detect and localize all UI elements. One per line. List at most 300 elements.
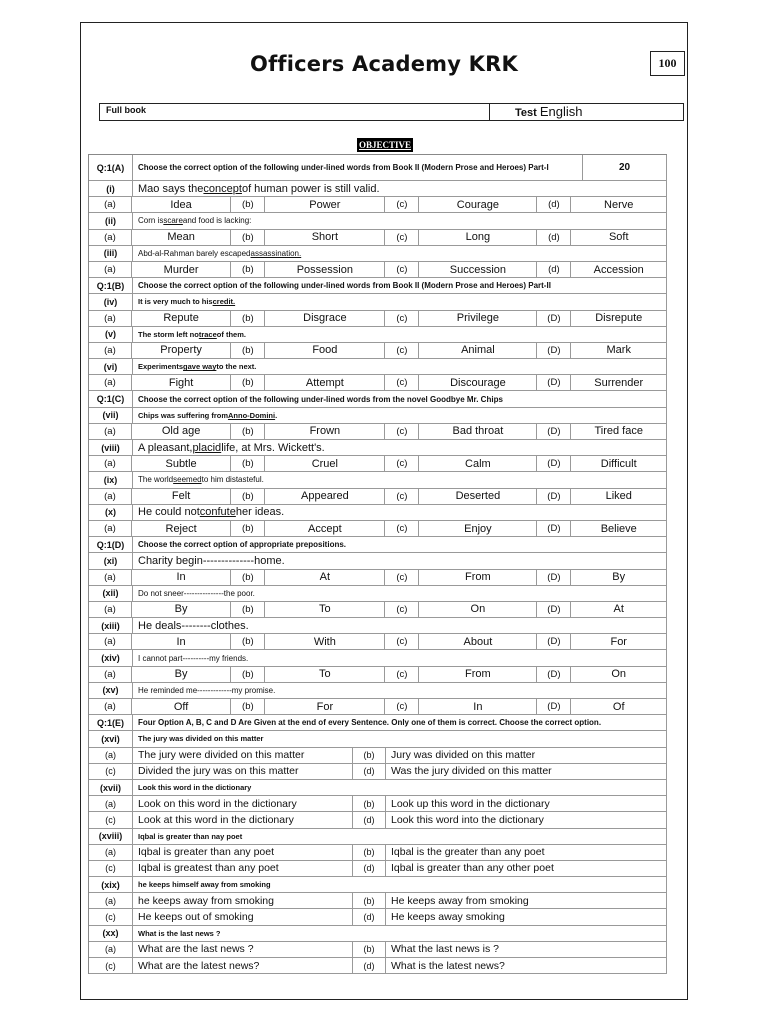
section-header-row <box>89 537 667 553</box>
option-b: Disgrace <box>265 311 385 326</box>
option-b: Food <box>265 343 385 358</box>
section-header-row <box>89 278 667 294</box>
option-label: (a) <box>89 796 133 811</box>
underlined-word: seemed <box>173 475 202 485</box>
option-a: Felt <box>132 489 231 504</box>
options-row <box>89 958 667 974</box>
question-row <box>89 181 667 197</box>
section-number: Q:1(E) <box>89 715 133 730</box>
option-c-label: (c) <box>385 424 419 439</box>
option-c-label: (c) <box>385 602 419 617</box>
option-label: (c) <box>89 861 133 876</box>
option-c-label: (c) <box>385 343 419 358</box>
question-row <box>89 877 667 893</box>
option-c-label: (c) <box>385 262 419 277</box>
underlined-word: gave way <box>183 362 217 372</box>
section-number: Q:1(C) <box>89 391 133 406</box>
question-row <box>89 829 667 845</box>
option-b-label: (b) <box>231 197 265 212</box>
question-row <box>89 780 667 796</box>
test-label-wrap <box>515 104 582 119</box>
option-b-label: (b) <box>231 456 265 471</box>
question-sentence: he keeps himself away from smoking <box>133 877 667 892</box>
question-number: (iii) <box>89 246 133 261</box>
option-d-label: (d) <box>537 262 571 277</box>
question-row <box>89 472 667 488</box>
option-label: (a) <box>89 893 133 908</box>
sentence-text-after: of them. <box>216 329 246 339</box>
option-a: Repute <box>132 311 231 326</box>
option-label: (b) <box>353 748 386 763</box>
question-row <box>89 618 667 634</box>
options-row <box>89 942 667 958</box>
sentence-text-before: Mao says the <box>138 182 204 195</box>
option-label: (c) <box>89 764 133 779</box>
question-number: (i) <box>89 181 133 196</box>
options-row <box>89 570 667 586</box>
section-header-row <box>89 391 667 407</box>
question-number: (ix) <box>89 472 133 487</box>
sentence-text-before: It is very much to his <box>138 297 213 307</box>
option-text: Look at this word in the dictionary <box>133 812 353 827</box>
question-number: (vi) <box>89 359 133 374</box>
option-c: Discourage <box>419 375 537 390</box>
option-a-label: (a) <box>89 311 132 326</box>
option-label: (d) <box>353 861 386 876</box>
section-instructions: Choose the correct option of appropriate prepositions. <box>133 537 667 552</box>
question-number: (x) <box>89 505 133 520</box>
option-text: The jury were divided on this matter <box>133 748 353 763</box>
option-text: Look up this word in the dictionary <box>386 796 667 811</box>
option-d-label: (D) <box>537 699 571 714</box>
question-number: (xiii) <box>89 618 133 633</box>
section-header-row <box>89 155 667 181</box>
option-d-label: (d) <box>537 230 571 245</box>
question-row <box>89 683 667 699</box>
question-row <box>89 359 667 375</box>
option-b-label: (b) <box>231 667 265 682</box>
options-row <box>89 489 667 505</box>
objective-heading: OBJECTIVE <box>359 140 412 150</box>
option-c-label: (c) <box>385 570 419 585</box>
option-text: What are the latest news? <box>133 958 353 973</box>
option-label: (c) <box>89 812 133 827</box>
question-sentence <box>133 246 667 261</box>
option-text: he keeps away from smoking <box>133 893 353 908</box>
question-sentence <box>133 505 667 520</box>
options-row <box>89 893 667 909</box>
option-b: To <box>265 667 385 682</box>
option-d: Mark <box>571 343 667 358</box>
option-b: With <box>265 634 385 649</box>
options-row <box>89 375 667 391</box>
option-text: What is the latest news? <box>386 958 667 973</box>
options-row <box>89 667 667 683</box>
question-row <box>89 440 667 456</box>
option-b-label: (b) <box>231 570 265 585</box>
option-d-label: (D) <box>537 375 571 390</box>
options-row <box>89 748 667 764</box>
option-d: Believe <box>571 521 667 536</box>
option-b: Short <box>265 230 385 245</box>
option-b-label: (b) <box>231 699 265 714</box>
question-sentence <box>133 359 667 374</box>
option-b-label: (b) <box>231 375 265 390</box>
question-number: (viii) <box>89 440 133 455</box>
options-row <box>89 343 667 359</box>
options-row <box>89 262 667 278</box>
sentence-text-after: . <box>275 410 278 420</box>
question-sentence <box>133 618 667 633</box>
option-a: Murder <box>132 262 231 277</box>
sentence-text-before: Experiments <box>138 362 184 372</box>
option-b-label: (b) <box>231 521 265 536</box>
option-a-label: (a) <box>89 262 132 277</box>
question-row <box>89 327 667 343</box>
sentence-text-before: Corn is <box>138 216 164 226</box>
option-a-label: (a) <box>89 375 132 390</box>
question-sentence <box>133 440 667 455</box>
option-d: Accession <box>571 262 667 277</box>
option-c: Animal <box>419 343 537 358</box>
option-d: Liked <box>571 489 667 504</box>
option-c: Deserted <box>419 489 537 504</box>
option-d-label: (D) <box>537 311 571 326</box>
question-row <box>89 731 667 747</box>
option-c-label: (c) <box>385 667 419 682</box>
options-row <box>89 861 667 877</box>
option-d-label: (D) <box>537 424 571 439</box>
option-a-label: (a) <box>89 343 132 358</box>
options-row <box>89 764 667 780</box>
sentence-text-before: I cannot part----------my friends. <box>138 653 249 663</box>
option-b-label: (b) <box>231 634 265 649</box>
option-text: Look on this word in the dictionary <box>133 796 353 811</box>
underlined-word: confute <box>199 506 236 519</box>
option-d-label: (D) <box>537 602 571 617</box>
option-b: Cruel <box>265 456 385 471</box>
question-number: (xvii) <box>89 780 133 795</box>
section-number: Q:1(A) <box>89 155 133 180</box>
option-a: Off <box>132 699 231 714</box>
total-marks-box: 100 <box>650 51 685 76</box>
option-d-label: (D) <box>537 489 571 504</box>
sentence-text-after: her ideas. <box>235 506 285 519</box>
option-label: (c) <box>89 909 133 924</box>
option-d: Of <box>571 699 667 714</box>
question-sentence <box>133 650 667 665</box>
question-row <box>89 926 667 942</box>
option-a: Fight <box>132 375 231 390</box>
option-c-label: (c) <box>385 375 419 390</box>
option-b: Attempt <box>265 375 385 390</box>
options-row <box>89 197 667 213</box>
option-label: (a) <box>89 845 133 860</box>
option-c: On <box>419 602 537 617</box>
option-a: Property <box>132 343 231 358</box>
question-row <box>89 408 667 424</box>
option-text: What the last news is ? <box>386 942 667 957</box>
option-a: By <box>132 602 231 617</box>
option-c: Long <box>419 230 537 245</box>
underlined-word: credit. <box>212 297 236 307</box>
question-number: (v) <box>89 327 133 342</box>
question-row <box>89 294 667 310</box>
option-text: Iqbal is greatest than any poet <box>133 861 353 876</box>
option-b: To <box>265 602 385 617</box>
question-number: (xv) <box>89 683 133 698</box>
underlined-word: trace <box>198 329 217 339</box>
option-d: Soft <box>571 230 667 245</box>
option-a-label: (a) <box>89 424 132 439</box>
question-sentence <box>133 683 667 698</box>
sentence-text-after: life, at Mrs. Wickett's. <box>221 441 325 454</box>
question-row <box>89 213 667 229</box>
options-row <box>89 845 667 861</box>
test-label: Test <box>515 107 537 119</box>
sentence-text-after: of human power is still valid. <box>241 182 380 195</box>
sentence-text-before: He reminded me-------------my promise. <box>138 685 276 695</box>
option-d-label: (D) <box>537 343 571 358</box>
option-c: From <box>419 570 537 585</box>
question-sentence <box>133 294 667 309</box>
option-c: Bad throat <box>419 424 537 439</box>
option-d-label: (D) <box>537 667 571 682</box>
option-a-label: (a) <box>89 197 132 212</box>
options-row <box>89 230 667 246</box>
option-text: Iqbal is the greater than any poet <box>386 845 667 860</box>
option-a-label: (a) <box>89 456 132 471</box>
question-number: (xii) <box>89 586 133 601</box>
option-label: (d) <box>353 812 386 827</box>
question-sentence <box>133 408 667 423</box>
option-d-label: (D) <box>537 634 571 649</box>
option-d-label: (D) <box>537 570 571 585</box>
sentence-text-after: and food is lacking: <box>182 216 252 226</box>
syllabus-label: Full book <box>106 105 146 115</box>
option-b-label: (b) <box>231 602 265 617</box>
section-instructions: Four Option A, B, C and D Are Given at the end of every Sentence. Only one of them is correct. Choose the correct option. <box>133 715 667 730</box>
question-number: (xi) <box>89 553 133 568</box>
options-row <box>89 796 667 812</box>
section-marks: 20 <box>583 155 667 180</box>
sentence-text-before: Abd-al-Rahman barely escaped <box>138 248 251 258</box>
sentence-text-before: The world <box>138 475 174 485</box>
option-d: On <box>571 667 667 682</box>
option-label: (d) <box>353 909 386 924</box>
options-row <box>89 424 667 440</box>
question-number: (xiv) <box>89 650 133 665</box>
option-label: (b) <box>353 845 386 860</box>
option-text: Look this word into the dictionary <box>386 812 667 827</box>
question-sentence: The jury was divided on this matter <box>133 731 667 746</box>
subject-value: English <box>539 104 583 119</box>
option-text: He keeps out of smoking <box>133 909 353 924</box>
info-bar <box>99 103 684 121</box>
section-header-row <box>89 715 667 731</box>
option-b: For <box>265 699 385 714</box>
option-d: Tired face <box>571 424 667 439</box>
option-c-label: (c) <box>385 699 419 714</box>
option-b: Frown <box>265 424 385 439</box>
section-instructions: Choose the correct option of the following under-lined words from the novel Goodbye Mr. Chips <box>133 391 667 406</box>
question-sentence <box>133 472 667 487</box>
option-b-label: (b) <box>231 230 265 245</box>
option-d: Disrepute <box>571 311 667 326</box>
sentence-text-before: A pleasant, <box>138 441 193 454</box>
section-instructions: Choose the correct option of the following under-lined words from Book II (Modern Prose and Heroes) Part-II <box>133 278 667 293</box>
underlined-word: concept <box>203 182 242 195</box>
question-row <box>89 553 667 569</box>
options-row <box>89 634 667 650</box>
option-a: Mean <box>132 230 231 245</box>
option-b: Accept <box>265 521 385 536</box>
question-sentence <box>133 327 667 342</box>
sentence-text-before: He deals--------clothes. <box>138 619 249 632</box>
option-a: Idea <box>132 197 231 212</box>
option-d-label: (D) <box>537 521 571 536</box>
option-b-label: (b) <box>231 489 265 504</box>
option-a-label: (a) <box>89 699 132 714</box>
option-a: In <box>132 634 231 649</box>
option-text: Jury was divided on this matter <box>386 748 667 763</box>
page-title: Officers Academy KRK <box>250 52 518 76</box>
option-b: Possession <box>265 262 385 277</box>
option-c-label: (c) <box>385 230 419 245</box>
option-a-label: (a) <box>89 602 132 617</box>
sentence-text-before: The storm left no <box>138 329 199 339</box>
question-row <box>89 505 667 521</box>
question-row <box>89 586 667 602</box>
section-instructions: Choose the correct option of the following under-lined words from Book II (Modern Prose and Heroes) Part-I <box>133 155 583 180</box>
question-number: (xix) <box>89 877 133 892</box>
option-text: He keeps away smoking <box>386 909 667 924</box>
option-c-label: (c) <box>385 634 419 649</box>
option-label: (c) <box>89 958 133 973</box>
question-sentence: Iqbal is greater than nay poet <box>133 829 667 844</box>
option-a: Subtle <box>132 456 231 471</box>
option-a: By <box>132 667 231 682</box>
question-row <box>89 246 667 262</box>
option-b-label: (b) <box>231 262 265 277</box>
sentence-text-after: to the next. <box>216 362 257 372</box>
option-c-label: (c) <box>385 311 419 326</box>
option-label: (b) <box>353 942 386 957</box>
option-label: (a) <box>89 942 133 957</box>
option-d: Surrender <box>571 375 667 390</box>
option-b-label: (b) <box>231 424 265 439</box>
option-b-label: (b) <box>231 343 265 358</box>
option-c-label: (c) <box>385 521 419 536</box>
option-b: Power <box>265 197 385 212</box>
options-row <box>89 812 667 828</box>
option-label: (d) <box>353 764 386 779</box>
question-sentence <box>133 181 667 196</box>
options-row <box>89 909 667 925</box>
sentence-text-after: to him distasteful. <box>201 475 264 485</box>
option-a-label: (a) <box>89 521 132 536</box>
underlined-word: placid <box>192 441 222 454</box>
underlined-word: assassination. <box>250 248 302 258</box>
option-c: About <box>419 634 537 649</box>
option-c: Calm <box>419 456 537 471</box>
question-table <box>88 154 667 974</box>
option-a-label: (a) <box>89 667 132 682</box>
question-sentence <box>133 553 667 568</box>
option-c: Succession <box>419 262 537 277</box>
question-sentence <box>133 586 667 601</box>
option-text: What are the last news ? <box>133 942 353 957</box>
options-row <box>89 311 667 327</box>
info-divider <box>489 104 490 120</box>
underlined-word: Anno-Domini <box>228 410 276 420</box>
option-text: Was the jury divided on this matter <box>386 764 667 779</box>
option-a-label: (a) <box>89 230 132 245</box>
section-number: Q:1(B) <box>89 278 133 293</box>
question-row <box>89 650 667 666</box>
question-sentence <box>133 213 667 228</box>
sentence-text-before: Charity begin--------------home. <box>138 554 285 567</box>
option-text: Divided the jury was on this matter <box>133 764 353 779</box>
options-row <box>89 699 667 715</box>
sentence-text-before: He could not <box>138 506 200 519</box>
question-sentence: What is the last news ? <box>133 926 667 941</box>
option-b-label: (b) <box>231 311 265 326</box>
option-c-label: (c) <box>385 456 419 471</box>
option-d-label: (d) <box>537 197 571 212</box>
option-a: In <box>132 570 231 585</box>
question-sentence: Look this word in the dictionary <box>133 780 667 795</box>
option-c: In <box>419 699 537 714</box>
options-row <box>89 521 667 537</box>
sentence-text-before: Do not sneer---------------the poor. <box>138 588 255 598</box>
option-d-label: (D) <box>537 456 571 471</box>
option-c: Privilege <box>419 311 537 326</box>
option-text: He keeps away from smoking <box>386 893 667 908</box>
question-number: (ii) <box>89 213 133 228</box>
option-label: (d) <box>353 958 386 973</box>
option-a: Old age <box>132 424 231 439</box>
sentence-text-before: Chips was suffering from <box>138 410 229 420</box>
option-c-label: (c) <box>385 197 419 212</box>
option-d: For <box>571 634 667 649</box>
option-c-label: (c) <box>385 489 419 504</box>
option-c: From <box>419 667 537 682</box>
option-d: At <box>571 602 667 617</box>
option-a-label: (a) <box>89 570 132 585</box>
option-label: (b) <box>353 893 386 908</box>
option-a: Reject <box>132 521 231 536</box>
option-text: Iqbal is greater than any poet <box>133 845 353 860</box>
section-number: Q:1(D) <box>89 537 133 552</box>
underlined-word: scare <box>163 216 183 226</box>
question-number: (xviii) <box>89 829 133 844</box>
options-row <box>89 456 667 472</box>
option-c: Enjoy <box>419 521 537 536</box>
option-a-label: (a) <box>89 634 132 649</box>
option-c: Courage <box>419 197 537 212</box>
question-number: (xvi) <box>89 731 133 746</box>
option-label: (b) <box>353 796 386 811</box>
option-a-label: (a) <box>89 489 132 504</box>
question-number: (xx) <box>89 926 133 941</box>
question-number: (vii) <box>89 408 133 423</box>
option-b: At <box>265 570 385 585</box>
option-d: By <box>571 570 667 585</box>
option-label: (a) <box>89 748 133 763</box>
option-d: Nerve <box>571 197 667 212</box>
question-number: (iv) <box>89 294 133 309</box>
